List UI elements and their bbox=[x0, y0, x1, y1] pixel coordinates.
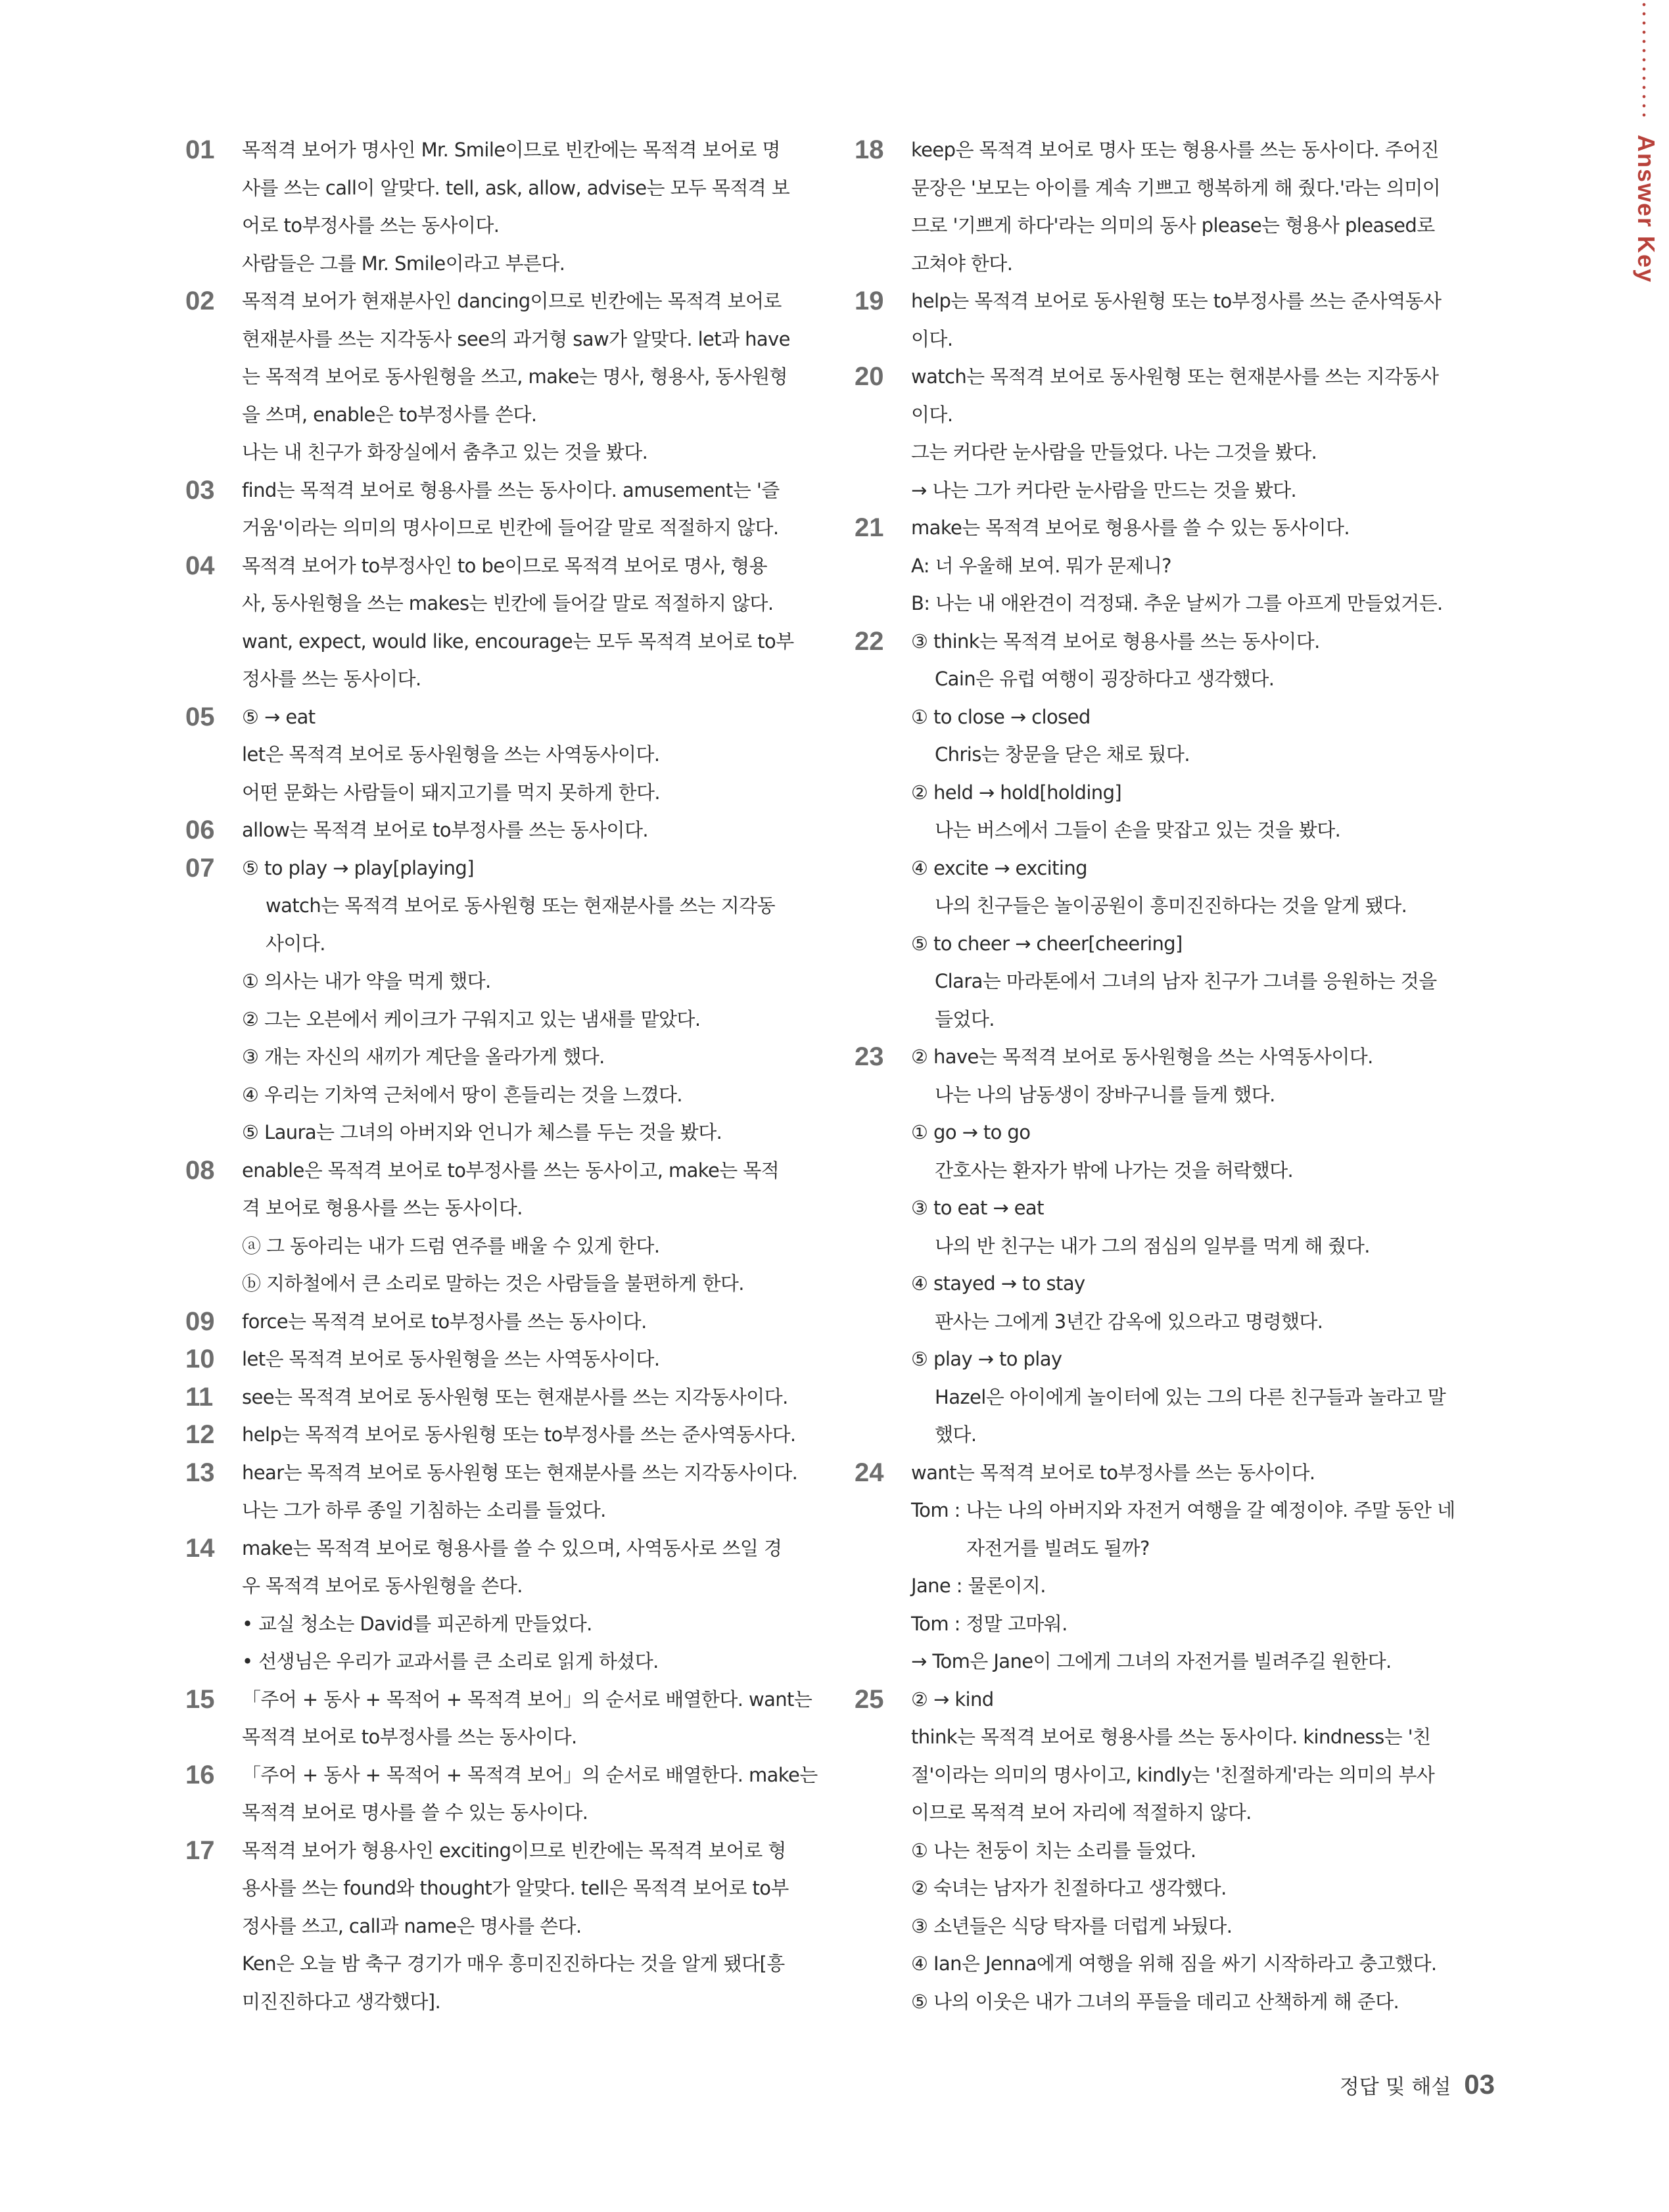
explanation-line: ② have는 목적격 보어로 동사원형을 쓰는 사역동사이다. bbox=[911, 1046, 1373, 1068]
question-number: 02 bbox=[185, 287, 215, 315]
explanation-line: help는 목적격 보어로 동사원형 또는 to부정사를 쓰는 준사역동사다. bbox=[242, 1423, 796, 1446]
explanation-line: watch는 목적격 보어로 동사원형 또는 현재분사를 쓰는 지각동 bbox=[266, 894, 776, 917]
explanation-line: 했다. bbox=[935, 1423, 977, 1446]
explanation-line: ⑤ to play → play[playing] bbox=[242, 856, 474, 879]
answer-item bbox=[185, 1530, 790, 1681]
question-number: 13 bbox=[185, 1458, 215, 1487]
question-number: 04 bbox=[185, 551, 215, 580]
explanation-line: 나는 버스에서 그들이 손을 맞잡고 있는 것을 봤다. bbox=[935, 819, 1341, 841]
explanation-line: 므로 '기쁘게 하다'라는 의미의 동사 please는 형용사 pleased로 bbox=[911, 214, 1435, 237]
explanation-line: make는 목적격 보어로 형용사를 쓸 수 있으며, 사역동사로 쓰일 경 bbox=[242, 1536, 782, 1559]
explanation-line: 그는 커다란 눈사람을 만들었다. 나는 그것을 봤다. bbox=[911, 441, 1317, 463]
explanation-line: keep은 목적격 보어로 명사 또는 형용사를 쓰는 동사이다. 주어진 bbox=[911, 139, 1439, 161]
question-number: 21 bbox=[855, 513, 884, 542]
explanation-line: 이다. bbox=[911, 403, 953, 426]
explanation-line: ④ 우리는 기차역 근처에서 땅이 흔들리는 것을 느꼈다. bbox=[242, 1083, 683, 1106]
question-number: 08 bbox=[185, 1155, 215, 1185]
explanation-line: force는 목적격 보어로 to부정사를 쓰는 동사이다. bbox=[242, 1310, 647, 1333]
explanation-line: Clara는 마라톤에서 그녀의 남자 친구가 그녀를 응원하는 것을 bbox=[935, 970, 1437, 992]
answer-item bbox=[185, 1832, 790, 2021]
answer-item bbox=[185, 1416, 796, 1454]
right-column bbox=[855, 131, 1459, 2021]
question-number: 14 bbox=[185, 1533, 215, 1563]
explanation-line: ⑤ play → to play bbox=[911, 1348, 1062, 1370]
explanation-line: 나는 그가 하루 종일 기침하는 소리를 들었다. bbox=[242, 1499, 606, 1521]
explanation-line: ① 의사는 내가 약을 먹게 했다. bbox=[242, 970, 491, 992]
explanation-line: 용사를 쓰는 found와 thought가 알맞다. tell은 목적격 보어로 to부 bbox=[242, 1877, 789, 1899]
answer-item bbox=[185, 547, 794, 699]
explanation-line: ⑤ to cheer → cheer[cheering] bbox=[911, 932, 1183, 955]
question-number: 19 bbox=[855, 287, 884, 315]
explanation-line: ④ Ian은 Jenna에게 여행을 위해 짐을 싸기 시작하라고 충고했다. bbox=[911, 1952, 1437, 1975]
explanation-line: want, expect, would like, encourage는 모두 목적격 보어로 to부 bbox=[242, 630, 794, 653]
explanation-line: 들었다. bbox=[935, 1007, 995, 1030]
explanation-line: • 교실 청소는 David를 피곤하게 만들었다. bbox=[242, 1612, 592, 1635]
question-number: 15 bbox=[185, 1684, 215, 1714]
explanation-line: ③ 개는 자신의 새끼가 계단을 올라가게 했다. bbox=[242, 1046, 605, 1068]
answer-item bbox=[185, 812, 790, 850]
explanation-line: 간호사는 환자가 밖에 나가는 것을 허락했다. bbox=[935, 1159, 1294, 1182]
explanation-line: Hazel은 아이에게 놀이터에 있는 그의 다른 친구들과 놀라고 말 bbox=[935, 1385, 1446, 1408]
answer-item bbox=[185, 1303, 790, 1341]
explanation-line: ① 나는 천둥이 치는 소리를 들었다. bbox=[911, 1839, 1196, 1862]
answer-item bbox=[185, 1341, 790, 1379]
explanation-line: make는 목적격 보어로 형용사를 쓸 수 있는 동사이다. bbox=[911, 517, 1350, 539]
explanation-line: 자전거를 빌려도 될까? bbox=[966, 1536, 1150, 1559]
explanation-line: hear는 목적격 보어로 동사원형 또는 현재분사를 쓰는 지각동사이다. bbox=[242, 1461, 798, 1484]
answer-item bbox=[855, 623, 1459, 1039]
answer-item bbox=[855, 131, 1459, 283]
explanation-line: see는 목적격 보어로 동사원형 또는 현재분사를 쓰는 지각동사이다. bbox=[242, 1385, 788, 1408]
explanation-line: 「주어 + 동사 + 목적어 + 목적격 보어」의 순서로 배열한다. want는 bbox=[242, 1688, 812, 1711]
question-number: 18 bbox=[855, 135, 884, 164]
explanation-line: 목적격 보어로 to부정사를 쓰는 동사이다. bbox=[242, 1726, 577, 1748]
question-number: 10 bbox=[185, 1345, 215, 1373]
explanation-line: 나의 반 친구는 내가 그의 점심의 일부를 먹게 해 줬다. bbox=[935, 1234, 1370, 1257]
explanation-line: want는 목적격 보어로 to부정사를 쓰는 동사이다. bbox=[911, 1461, 1315, 1484]
answer-item bbox=[185, 1681, 812, 1757]
explanation-line: 정사를 쓰는 동사이다. bbox=[242, 668, 421, 690]
question-number: 16 bbox=[185, 1760, 215, 1789]
explanation-line: help는 목적격 보어로 동사원형 또는 to부정사를 쓰는 준사역동사 bbox=[911, 290, 1442, 312]
explanation-line: ③ to eat → eat bbox=[911, 1197, 1044, 1219]
answer-item bbox=[855, 509, 1459, 623]
explanation-line: 고쳐야 한다. bbox=[911, 252, 1013, 275]
question-number: 01 bbox=[185, 135, 215, 164]
explanation-line: Cain은 유럽 여행이 굉장하다고 생각했다. bbox=[935, 668, 1275, 690]
side-tab-label: Answer Key bbox=[1633, 135, 1660, 284]
explanation-line: 사이다. bbox=[266, 932, 325, 955]
explanation-line: 을 쓰며, enable은 to부정사를 쓴다. bbox=[242, 403, 537, 426]
answer-item bbox=[185, 699, 790, 812]
explanation-line: 나는 나의 남동생이 장바구니를 들게 했다. bbox=[935, 1083, 1275, 1106]
explanation-line: Chris는 창문을 닫은 채로 뒀다. bbox=[935, 743, 1190, 766]
answer-item bbox=[855, 1681, 1459, 2021]
question-number: 11 bbox=[185, 1382, 214, 1412]
explanation-line: ① to close → closed bbox=[911, 705, 1091, 728]
explanation-line: 미진진하다고 생각했다]. bbox=[242, 1990, 441, 2013]
explanation-line: 우 목적격 보어로 동사원형을 쓴다. bbox=[242, 1575, 523, 1597]
explanation-line: allow는 목적격 보어로 to부정사를 쓰는 동사이다. bbox=[242, 819, 649, 841]
explanation-line: 「주어 + 동사 + 목적어 + 목적격 보어」의 순서로 배열한다. make는 bbox=[242, 1763, 818, 1786]
explanation-line: 이다. bbox=[911, 327, 953, 350]
question-number: 09 bbox=[185, 1306, 215, 1336]
explanation-line: 어로 to부정사를 쓰는 동사이다. bbox=[242, 214, 500, 237]
explanation-line: ④ excite → exciting bbox=[911, 856, 1087, 879]
answer-item bbox=[185, 1757, 818, 1832]
explanation-line: 이므로 목적격 보어 자리에 적절하지 않다. bbox=[911, 1801, 1252, 1824]
explanation-line: 나의 친구들은 놀이공원이 흥미진진하다는 것을 알게 됐다. bbox=[935, 894, 1407, 917]
explanation-line: ⓑ 지하철에서 큰 소리로 말하는 것은 사람들을 불편하게 한다. bbox=[242, 1272, 744, 1295]
explanation-line: Ken은 오늘 밤 축구 경기가 매우 흥미진진하다는 것을 알게 됐다[흥 bbox=[242, 1952, 785, 1975]
answer-item bbox=[185, 1379, 790, 1417]
explanation-line: 목적격 보어가 형용사인 exciting이므로 빈칸에는 목적격 보어로 형 bbox=[242, 1839, 786, 1862]
explanation-line: 나는 내 친구가 화장실에서 춤추고 있는 것을 봤다. bbox=[242, 441, 648, 463]
explanation-line: ⑤ 나의 이웃은 내가 그녀의 푸들을 데리고 산책하게 해 준다. bbox=[911, 1990, 1399, 2013]
explanation-line: 목적격 보어가 to부정사인 to be이므로 목적격 보어로 명사, 형용 bbox=[242, 554, 767, 577]
answer-item bbox=[185, 850, 790, 1152]
explanation-line: Tom : 나는 나의 아버지와 자전거 여행을 갈 예정이야. 주말 동안 네 bbox=[911, 1499, 1455, 1521]
explanation-line: 현재분사를 쓰는 지각동사 see의 과거형 saw가 알맞다. let과 have bbox=[242, 327, 790, 350]
question-number: 06 bbox=[185, 816, 215, 844]
explanation-line: Jane : 물론이지. bbox=[911, 1575, 1046, 1597]
explanation-line: 절'이라는 의미의 명사이고, kindly는 '친절하게'라는 의미의 부사 bbox=[911, 1763, 1435, 1786]
answer-item bbox=[855, 283, 1459, 358]
explanation-line: ② → kind bbox=[911, 1688, 994, 1711]
page-footer bbox=[1340, 2069, 1495, 2100]
answer-key-side-tab bbox=[1623, 0, 1669, 289]
explanation-line: 거움'이라는 의미의 명사이므로 빈칸에 들어갈 말로 적절하지 않다. bbox=[242, 517, 779, 539]
explanation-line: 사람들은 그를 Mr. Smile이라고 부른다. bbox=[242, 252, 565, 275]
explanation-line: ③ 소년들은 식당 탁자를 더럽게 놔뒀다. bbox=[911, 1914, 1233, 1937]
explanation-line: ③ think는 목적격 보어로 형용사를 쓰는 동사이다. bbox=[911, 630, 1320, 653]
question-number: 25 bbox=[855, 1684, 884, 1714]
explanation-line: 목적격 보어가 명사인 Mr. Smile이므로 빈칸에는 목적격 보어로 명 bbox=[242, 139, 780, 161]
left-column bbox=[185, 131, 818, 2021]
explanation-line: let은 목적격 보어로 동사원형을 쓰는 사역동사이다. bbox=[242, 743, 660, 766]
explanation-line: B: 나는 내 애완견이 걱정돼. 추운 날씨가 그를 아프게 만들었거든. bbox=[911, 592, 1443, 614]
answer-item bbox=[185, 472, 790, 547]
explanation-line: ② held → hold[holding] bbox=[911, 781, 1122, 804]
explanation-line: ② 그는 오븐에서 케이크가 구워지고 있는 냄새를 맡았다. bbox=[242, 1007, 701, 1030]
explanation-line: ⓐ 그 동아리는 내가 드럼 연주를 배울 수 있게 한다. bbox=[242, 1234, 660, 1257]
dotted-rule bbox=[1642, 0, 1646, 122]
question-number: 23 bbox=[855, 1042, 884, 1071]
answer-item bbox=[185, 1454, 798, 1530]
question-number: 07 bbox=[185, 853, 215, 883]
answer-item bbox=[185, 283, 790, 472]
answer-item bbox=[185, 131, 790, 283]
question-number: 17 bbox=[185, 1835, 215, 1865]
explanation-line: 격 보어로 형용사를 쓰는 동사이다. bbox=[242, 1197, 523, 1219]
explanation-line: find는 목적격 보어로 형용사를 쓰는 동사이다. amusement는 '즐 bbox=[242, 478, 780, 501]
explanation-line: 사, 동사원형을 쓰는 makes는 빈칸에 들어갈 말로 적절하지 않다. bbox=[242, 592, 774, 614]
explanation-line: ① go → to go bbox=[911, 1121, 1031, 1143]
answer-item bbox=[185, 1152, 790, 1303]
explanation-line: ⑤ Laura는 그녀의 아버지와 언니가 체스를 두는 것을 봤다. bbox=[242, 1121, 722, 1143]
question-number: 05 bbox=[185, 702, 215, 731]
question-number: 12 bbox=[185, 1420, 215, 1449]
footer-label: 정답 및 해설 bbox=[1339, 2075, 1451, 2099]
explanation-line: let은 목적격 보어로 동사원형을 쓰는 사역동사이다. bbox=[242, 1348, 660, 1370]
explanation-line: 는 목적격 보어로 동사원형을 쓰고, make는 명사, 형용사, 동사원형 bbox=[242, 365, 787, 388]
explanation-line: 판사는 그에게 3년간 감옥에 있으라고 명령했다. bbox=[935, 1310, 1323, 1333]
answer-item bbox=[855, 358, 1459, 509]
explanation-line: 문장은 '보모는 아이를 계속 기쁘고 행복하게 해 줬다.'라는 의미이 bbox=[911, 176, 1441, 199]
explanation-line: ④ stayed → to stay bbox=[911, 1272, 1085, 1295]
answer-item bbox=[855, 1454, 1459, 1681]
page-number: 03 bbox=[1464, 2069, 1495, 2100]
question-number: 03 bbox=[185, 475, 215, 505]
explanation-line: → 나는 그가 커다란 눈사람을 만드는 것을 봤다. bbox=[911, 478, 1297, 501]
explanation-line: Tom : 정말 고마워. bbox=[911, 1612, 1068, 1635]
explanation-line: 어떤 문화는 사람들이 돼지고기를 먹지 못하게 한다. bbox=[242, 781, 661, 804]
question-number: 20 bbox=[855, 362, 884, 391]
explanation-line: • 선생님은 우리가 교과서를 큰 소리로 읽게 하셨다. bbox=[242, 1650, 659, 1672]
explanation-line: think는 목적격 보어로 형용사를 쓰는 동사이다. kindness는 '친 bbox=[911, 1726, 1431, 1748]
explanation-line: 정사를 쓰고, call과 name은 명사를 쓴다. bbox=[242, 1914, 582, 1937]
explanation-line: ② 숙녀는 남자가 친절하다고 생각했다. bbox=[911, 1877, 1227, 1899]
explanation-line: ⑤ → eat bbox=[242, 705, 316, 728]
explanation-line: 목적격 보어가 현재분사인 dancing이므로 빈칸에는 목적격 보어로 bbox=[242, 290, 782, 312]
answer-item bbox=[855, 1038, 1459, 1454]
explanation-line: 목적격 보어로 명사를 쓸 수 있는 동사이다. bbox=[242, 1801, 588, 1824]
explanation-line: 사를 쓰는 call이 알맞다. tell, ask, allow, advise는 모두 목적격 보 bbox=[242, 176, 790, 199]
question-number: 22 bbox=[855, 626, 884, 656]
explanation-line: → Tom은 Jane이 그에게 그녀의 자전거를 빌려주길 원한다. bbox=[911, 1650, 1392, 1672]
explanation-line: enable은 목적격 보어로 to부정사를 쓰는 동사이고, make는 목적 bbox=[242, 1159, 780, 1182]
explanation-line: A: 너 우울해 보여. 뭐가 문제니? bbox=[911, 554, 1171, 577]
question-number: 24 bbox=[855, 1458, 884, 1487]
explanation-line: watch는 목적격 보어로 동사원형 또는 현재분사를 쓰는 지각동사 bbox=[911, 365, 1439, 388]
